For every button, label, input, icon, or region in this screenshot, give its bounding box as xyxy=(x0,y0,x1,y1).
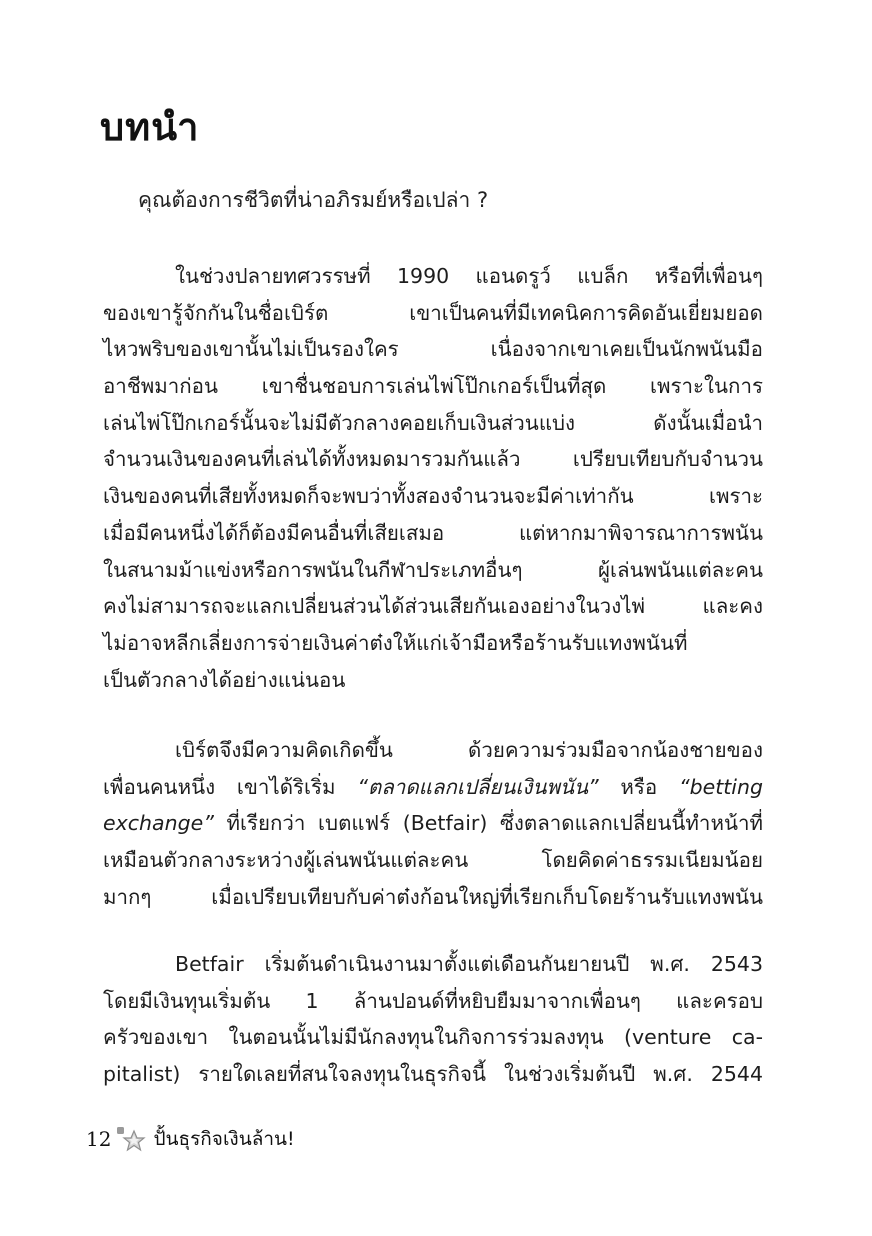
paragraph-line: เบิร์ตจึงมีความคิดเกิดขึ้น ด้วยความร่วมมือจากน้องชายของ xyxy=(175,738,763,762)
paragraph-line: ของเขารู้จักกันในชื่อเบิร์ต เขาเป็นคนที่มีเทคนิคการคิดอันเยี่ยมยอด xyxy=(103,300,763,325)
emphasis-term-english: exchange” xyxy=(103,811,214,836)
paragraph-line: จำนวนเงินของคนที่เล่นได้ทั้งหมดมารวมกันแล้ว เปรียบเทียบกับจำนวน xyxy=(103,447,763,472)
paragraph-line: ไม่อาจหลีกเลี่ยงการจ่ายเงินค่าต๋งให้แก่เจ้ามือหรือร้านรับแทงพนันที่ xyxy=(103,630,688,655)
paragraph-line xyxy=(103,769,763,806)
paragraph-line: โดยมีเงินทุนเริ่มต้น 1 ล้านปอนด์ที่หยิบยืมมาจากเพื่อนๆ และครอบ xyxy=(103,988,763,1013)
paragraph-1 xyxy=(103,258,763,698)
paragraph-line: ในสนามม้าแข่งหรือการพนันในกีฬาประเภทอื่นๆ ผู้เล่นพนันแต่ละคน xyxy=(103,557,763,582)
paragraph-line: คงไม่สามารถจะแลกเปลี่ยนส่วนได้ส่วนเสียกันเองอย่างในวงไพ่ และคง xyxy=(103,594,763,619)
paragraph-line: อาชีพมาก่อน เขาชื่นชอบการเล่นไพ่โป๊กเกอร์เป็นที่สุด เพราะในการ xyxy=(103,374,763,399)
chapter-title: บทนำ xyxy=(100,105,200,149)
book-title: ปั้นธุรกิจเงินล้าน! xyxy=(153,1128,295,1150)
paragraph-line: Betfair เริ่มต้นดำเนินงานมาตั้งแต่เดือนกันยายนปี พ.ศ. 2543 xyxy=(175,952,763,976)
paragraph-line: เมื่อมีคนหนึ่งได้ก็ต้องมีคนอื่นที่เสียเสมอ แต่หากมาพิจารณาการพนัน xyxy=(103,520,763,545)
emphasis-term-thai: “ตลาดแลกเปลี่ยนเงินพนัน” xyxy=(357,774,599,799)
star-icon xyxy=(115,1125,147,1153)
text-run: หรือ xyxy=(598,774,679,799)
paragraph-line: ครัวของเขา ในตอนนั้นไม่มีนักลงทุนในกิจการร่วมลงทุน (venture ca- xyxy=(103,1025,763,1050)
paragraph-2 xyxy=(103,732,763,915)
text-run: เพื่อนคนหนึ่ง เขาได้ริเริ่ม xyxy=(103,774,358,799)
paragraph-line: เงินของคนที่เสียทั้งหมดก็จะพบว่าทั้งสองจำนวนจะมีค่าเท่ากัน เพราะ xyxy=(103,484,763,509)
paragraph-3 xyxy=(103,946,763,1093)
paragraph-line: เป็นตัวกลางได้อย่างแน่นอน xyxy=(103,667,346,692)
paragraph-line: ในช่วงปลายทศวรรษที่ 1990 แอนดรูว์ แบล็ก หรือที่เพื่อนๆ xyxy=(175,264,763,288)
paragraph-line xyxy=(103,805,763,842)
page-number: 12 xyxy=(86,1127,112,1151)
paragraph-line: pitalist) รายใดเลยที่สนใจลงทุนในธุรกิจนี้ ในช่วงเริ่มต้นปี พ.ศ. 2544 xyxy=(103,1062,763,1087)
text-run: ที่เรียกว่า เบตแฟร์ (Betfair) ซึ่งตลาดแลกเปลี่ยนนี้ทำหน้าที่ xyxy=(213,811,763,836)
paragraph-line: เหมือนตัวกลางระหว่างผู้เล่นพนันแต่ละคน โดยคิดค่าธรรมเนียมน้อย xyxy=(103,848,763,873)
chapter-subtitle: คุณต้องการชีวิตที่น่าอภิรมย์หรือเปล่า ? xyxy=(138,188,489,212)
paragraph-line: มากๆ เมื่อเปรียบเทียบกับค่าต๋งก้อนใหญ่ที่เรียกเก็บโดยร้านรับแทงพนัน xyxy=(103,884,763,909)
page-footer xyxy=(86,1124,295,1154)
emphasis-term-english: “betting xyxy=(678,774,763,799)
paragraph-line: เล่นไพ่โป๊กเกอร์นั้นจะไม่มีตัวกลางคอยเก็บเงินส่วนแบ่ง ดังนั้นเมื่อนำ xyxy=(103,410,763,435)
paragraph-line: ไหวพริบของเขานั้นไม่เป็นรองใคร เนื่องจากเขาเคยเป็นนักพนันมือ xyxy=(103,337,763,362)
